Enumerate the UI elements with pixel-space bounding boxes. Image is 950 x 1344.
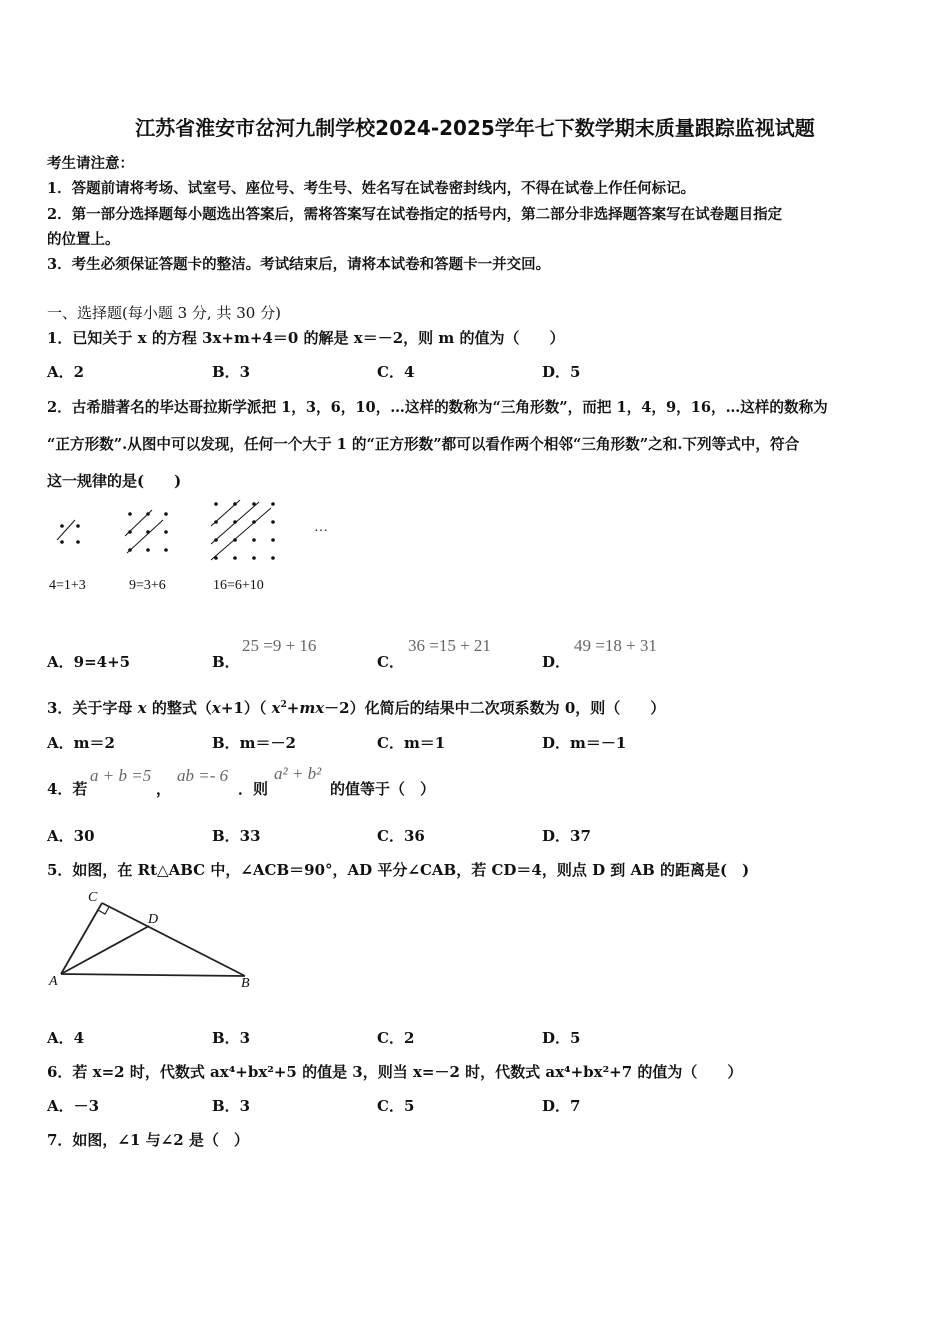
question-5-stem: 5．如图，在 Rt△ABC 中，∠ACB＝90°，AD 平分∠CAB，若 CD＝4，则点 D 到 AB 的距离是( ) bbox=[47, 861, 750, 879]
q2-option-b-math: 25 =9 + 16 bbox=[242, 636, 317, 655]
question-6-stem: 6．若 x=2 时，代数式 ax⁴+bx²+5 的值是 3，则当 x=－2 时，代数式 ax⁴+bx²+7 的值为（ ） bbox=[47, 1063, 743, 1081]
q6-option-c[interactable]: C．5 bbox=[377, 1097, 415, 1115]
vertex-label-a: A bbox=[49, 974, 58, 989]
q3-option-b[interactable]: B．m＝－2 bbox=[212, 734, 296, 752]
q5-option-a[interactable]: A．4 bbox=[47, 1029, 85, 1047]
ellipsis: … bbox=[314, 520, 328, 535]
q2-option-c[interactable]: C． bbox=[377, 653, 404, 671]
q1-option-b[interactable]: B．3 bbox=[212, 363, 251, 381]
q3-option-d[interactable]: D．m＝－1 bbox=[542, 734, 627, 752]
notice-heading: 考生请注意： bbox=[47, 155, 134, 172]
question-2-stem: “正方形数”.从图中可以发现，任何一个大于 1 的“正方形数”都可以看作两个相邻“三角形数”之和.下列等式中，符合 bbox=[47, 436, 800, 453]
vertex-label-c: C bbox=[88, 890, 98, 905]
q6-option-a[interactable]: A．－3 bbox=[47, 1097, 100, 1115]
q5-option-c[interactable]: C．2 bbox=[377, 1029, 415, 1047]
q4-option-b[interactable]: B．33 bbox=[212, 827, 261, 845]
q1-option-c[interactable]: C．4 bbox=[377, 363, 415, 381]
vertex-label-b: B bbox=[241, 976, 250, 991]
vertex-label-d: D bbox=[148, 912, 159, 927]
q4-option-a[interactable]: A．30 bbox=[47, 827, 95, 845]
q4-expr-sum: a + b =5 bbox=[90, 766, 152, 785]
question-1-stem: 1．已知关于 x 的方程 3x+m+4＝0 的解是 x＝－2，则 m 的值为（ ） bbox=[47, 329, 565, 347]
q6-option-b[interactable]: B．3 bbox=[212, 1097, 251, 1115]
notice-item: 3．考生必须保证答题卡的整洁。考试结束后，请将本试卷和答题卡一并交回。 bbox=[47, 256, 551, 273]
section-heading: 一、选择题(每小题 3 分, 共 30 分) bbox=[47, 304, 281, 322]
q5-option-b[interactable]: B．3 bbox=[212, 1029, 251, 1047]
figure-caption: 4=1+3 bbox=[49, 578, 86, 593]
right-triangle-figure bbox=[45, 888, 265, 998]
q5-option-d[interactable]: D．5 bbox=[542, 1029, 581, 1047]
q1-option-d[interactable]: D．5 bbox=[542, 363, 581, 381]
q4-option-d[interactable]: D．37 bbox=[542, 827, 591, 845]
question-2-stem: 这一规律的是( ) bbox=[47, 472, 182, 490]
q6-option-d[interactable]: D．7 bbox=[542, 1097, 581, 1115]
q4-option-c[interactable]: C．36 bbox=[377, 827, 425, 845]
notice-item: 2．第一部分选择题每小题选出答案后，需将答案写在试卷指定的括号内，第二部分非选择题答案写在试卷题目指定 bbox=[47, 206, 783, 223]
q1-option-a[interactable]: A．2 bbox=[47, 363, 85, 381]
figure-caption: 16=6+10 bbox=[213, 578, 264, 593]
q2-option-d[interactable]: D． bbox=[542, 653, 571, 671]
q2-option-c-math: 36 =15 + 21 bbox=[408, 636, 491, 655]
q4-expr-product: ab =- 6 bbox=[177, 766, 229, 785]
q2-option-b[interactable]: B． bbox=[212, 653, 240, 671]
q3-option-c[interactable]: C．m＝1 bbox=[377, 734, 446, 752]
q2-option-d-math: 49 =18 + 31 bbox=[574, 636, 657, 655]
notice-item: 的位置上。 bbox=[47, 231, 120, 248]
q4-suffix: 的值等于（ ） bbox=[330, 780, 436, 798]
q2-option-a[interactable]: A．9=4+5 bbox=[47, 653, 131, 671]
figure-caption: 9=3+6 bbox=[129, 578, 166, 593]
exam-title: 江苏省淮安市岔河九制学校2024-2025学年七下数学期末质量跟踪监视试题 bbox=[135, 116, 815, 140]
question-2-stem: 2．古希腊著名的毕达哥拉斯学派把 1，3，6，10，…这样的数称为“三角形数”，而把 1，4，9，16，…这样的数称为 bbox=[47, 399, 828, 416]
question-4-prefix: 4．若 bbox=[47, 780, 88, 798]
q4-mid: ．则 bbox=[238, 780, 269, 798]
q4-comma: ， bbox=[156, 780, 172, 798]
q3-option-a[interactable]: A．m＝2 bbox=[47, 734, 115, 752]
question-3-stem: 3．关于字母 x 的整式（x+1）（ $x^2+mx-2$）化简后的结果中二次项系数为 0，则（ ） bbox=[47, 699, 666, 717]
notice-item: 1．答题前请将考场、试室号、座位号、考生号、姓名写在试卷密封线内，不得在试卷上作任何标记。 bbox=[47, 180, 696, 197]
question-7-stem: 7．如图，∠1 与∠2 是（ ） bbox=[47, 1131, 249, 1149]
q4-expr-squares: a² + b² bbox=[274, 764, 322, 783]
